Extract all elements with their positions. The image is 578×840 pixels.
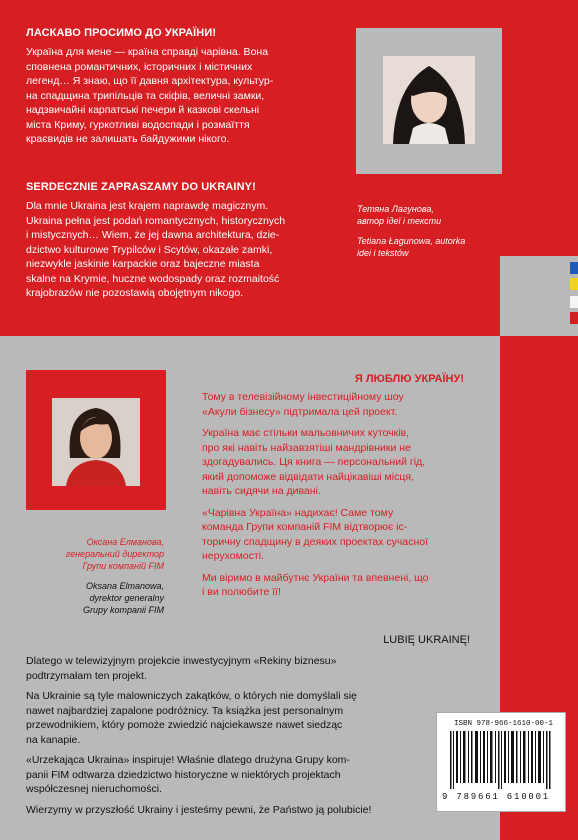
isbn-label: ISBN 978-966-1610-00-1 <box>454 720 554 728</box>
text-line: надзвичайні карпатські печери й казкові скельні <box>26 104 260 116</box>
caption-line: dyrektor generalny <box>89 593 164 603</box>
text-line: Dla mnie Ukraina jest krajem naprawdę magicznym. <box>26 200 269 212</box>
caption-line: idei i tekstów <box>357 248 409 258</box>
pl-love-heading: LUBIĘ UKRAINĘ! <box>383 634 470 646</box>
text-line: Ukraina pełna jest podań romantycznych, historycznych <box>26 214 286 227</box>
text-line: nawet najbardziej zapalone podróżnicy. Ta książka jest personalnym <box>26 704 344 717</box>
paragraph <box>26 753 446 797</box>
text-line: Na Ukrainie są tyle malowniczych zakątków, o których nie domyślali się <box>26 690 357 702</box>
paragraph <box>202 390 472 419</box>
text-line: panii FIM odtwarza dziedzictwo historyczne w niektórych projektach <box>26 768 341 781</box>
text-line: niezwykle jaskinie karpackie oraz bajeczne miasta <box>26 258 260 270</box>
author1-portrait-icon <box>383 56 475 144</box>
text-line: Dlatego w telewizyjnym projekcie inwestycyjnym «Rekiny biznesu» <box>26 655 337 667</box>
author1-caption-ua <box>357 203 441 227</box>
text-line: здогадувались. Ця книга — персональний гід, <box>202 456 426 468</box>
flag-red-stripe <box>570 312 578 324</box>
flag-yellow-stripe <box>570 278 578 290</box>
caption-line: Групи компаній FIM <box>82 561 164 571</box>
author1-caption-pl <box>357 235 465 259</box>
caption-line: Grupy kompanii FIM <box>82 605 164 615</box>
text-line: на спадщина трипільців та скіфів, величні замки, <box>26 89 265 102</box>
author2-portrait-icon <box>52 398 140 486</box>
barcode-icon <box>450 731 552 789</box>
paragraph <box>202 571 472 600</box>
paragraph <box>26 803 446 818</box>
caption-line: Oksana Elmanowa, <box>85 581 164 591</box>
text-line: і ви полюбите її! <box>202 586 281 598</box>
caption-line: автор ідеї і тексти <box>357 216 442 226</box>
ua-love-heading: Я ЛЮБЛЮ УКРАЇНУ! <box>354 373 464 385</box>
author2-caption-pl <box>40 580 164 616</box>
ua-welcome-heading: ЛАСКАВО ПРОСИМО ДО УКРАЇНИ! <box>26 27 217 39</box>
ua-love-text <box>202 390 472 600</box>
author2-caption-ua <box>40 536 164 572</box>
text-line: przewodnikiem, który pomoże zwiedzić najciekawsze nawet siedząc <box>26 719 343 731</box>
text-line: торичну спадщину в деяких проектах сучасної <box>202 535 429 548</box>
paragraph <box>26 689 446 747</box>
text-line: skalne na Krymie, huczne wodospady oraz rozmaitość <box>26 272 280 285</box>
text-line: легенд… Я знаю, що її давня архітектура, культур- <box>26 75 274 87</box>
text-line: i mistycznych… Wiem, że jej dawna architektura, dzie- <box>26 229 280 241</box>
text-line: «Urzekająca Ukraina» inspiruje! Właśnie dlatego drużyna Grupy kom- <box>26 754 350 766</box>
text-line: Україна для мене — країна справді чарівна. Вона <box>26 46 269 58</box>
caption-line: Tetiana Łagunowa, autorka <box>357 236 466 246</box>
text-line: Тому в телевізійному інвестиційному шоу <box>202 391 404 403</box>
text-line: команда Групи компаній FIM відтворює іс- <box>202 521 408 533</box>
text-line: krajobrazów nie pozostawią obojętnym nikogo. <box>26 287 244 299</box>
text-line: podtrzymałam ten projekt. <box>26 669 147 682</box>
flag-blue-stripe <box>570 262 578 274</box>
text-line: про які навіть найзавзятіші мандрівники не <box>202 441 411 454</box>
pl-welcome-heading: SERDECZNIE ZAPRASZAMY DO UKRAINY! <box>26 181 256 193</box>
text-line: na kanapie. <box>26 733 81 746</box>
text-line: краєвидів не залишать байдужими нікого. <box>26 133 230 145</box>
text-line: Ми віримо в майбутнє України та впевнені, що <box>202 571 429 584</box>
text-line: сповнена романтичних, історичних і містичних <box>26 60 253 73</box>
text-line: нерухомості. <box>202 550 264 562</box>
caption-line: генеральний директор <box>65 549 164 559</box>
text-line: Україна має стільки мальовничих куточків, <box>202 427 410 439</box>
text-line: współczesnej nieruchomości. <box>26 783 162 795</box>
pl-welcome-text <box>26 199 346 301</box>
paragraph <box>202 426 472 499</box>
caption-line: Тетяна Лагунова, <box>357 204 434 214</box>
barcode-number: 9 789661 610001 <box>442 792 551 802</box>
author2-photo <box>52 398 140 486</box>
ua-welcome-text <box>26 45 346 147</box>
text-line: навіть сидячи на дивані. <box>202 485 321 497</box>
text-line: «Акули бізнесу» підтримала цей проект. <box>202 405 398 418</box>
author1-photo <box>383 56 475 144</box>
text-line: dzictwo kulturowe Trypilców i Scytów, okazałe zamki, <box>26 243 273 256</box>
caption-line: Оксана Елманова, <box>86 537 164 547</box>
right-gray-block <box>500 256 578 336</box>
flag-white-stripe <box>570 296 578 308</box>
paragraph <box>202 506 472 564</box>
text-line: Wierzymy w przyszłość Ukrainy i jesteśmy pewni, że Państwo ją polubicie! <box>26 803 372 816</box>
text-line: міста Криму, гуркотливі водоспади і розмаїття <box>26 118 250 131</box>
text-line: який допоможе відвідати найцікавіші місця, <box>202 470 414 483</box>
pl-love-text <box>26 654 446 817</box>
text-line: «Чарівна Україна» надихає! Саме тому <box>202 506 394 519</box>
paragraph <box>26 654 446 683</box>
